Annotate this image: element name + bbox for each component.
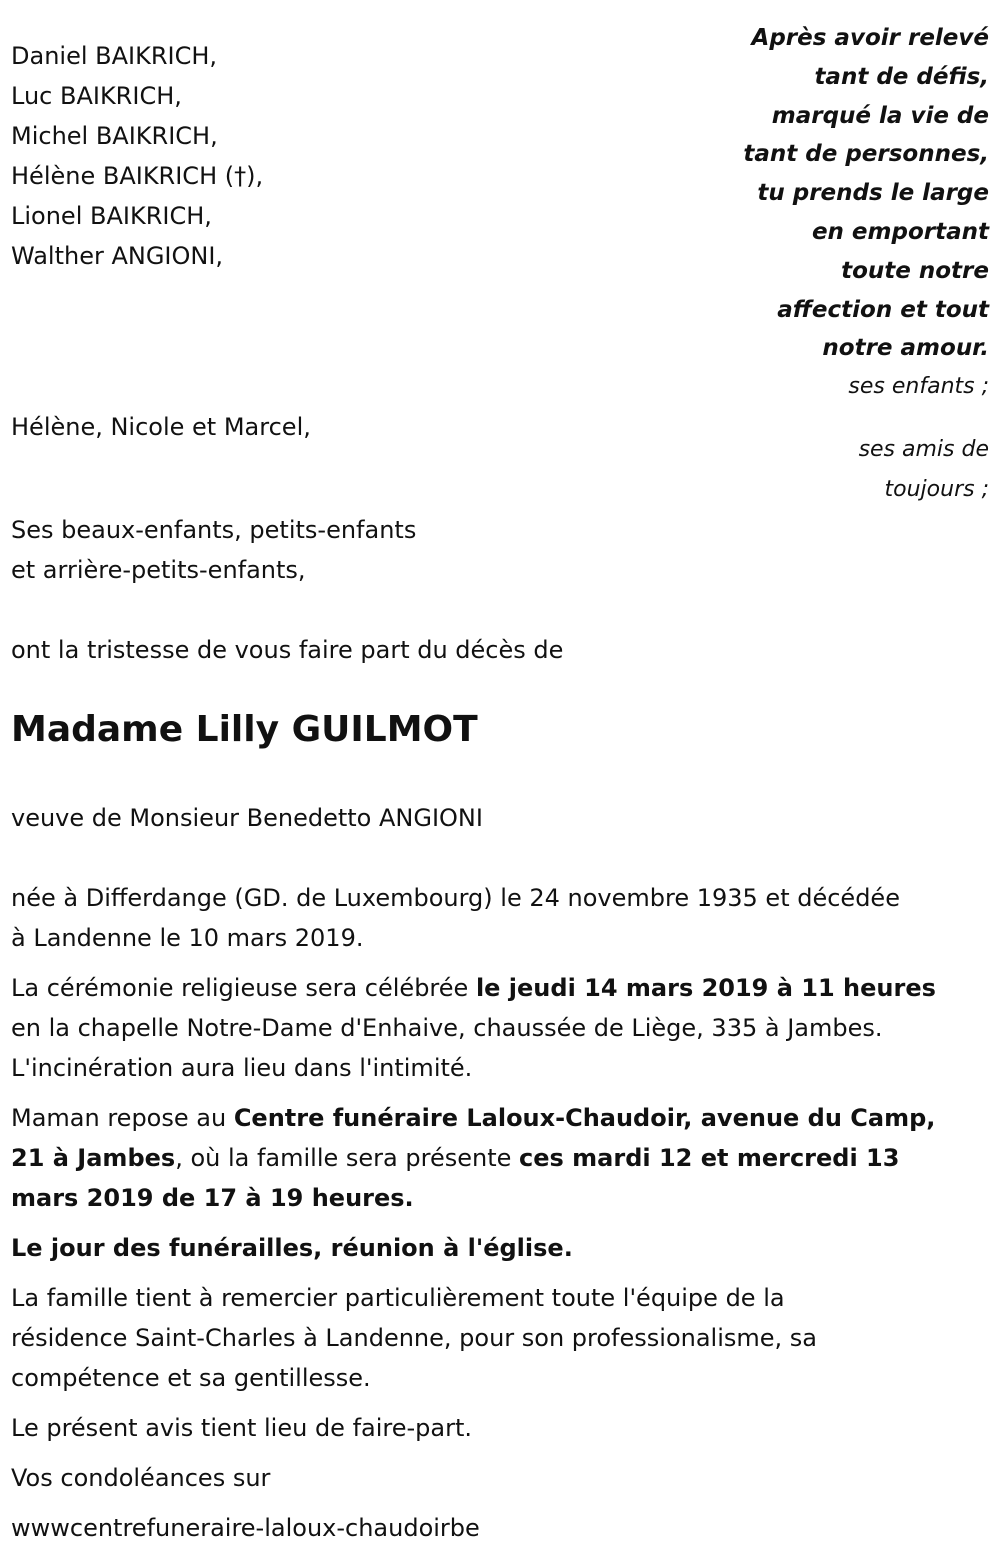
ceremony-info xyxy=(11,968,991,1088)
grandchildren xyxy=(11,510,416,590)
family-list xyxy=(11,36,263,276)
visiting-dates: mars 2019 de 17 à 19 heures. xyxy=(11,1184,414,1212)
family-member: Luc BAIKRICH, xyxy=(11,82,182,110)
website-text: wwwcentrefuneraire-laloux-chaudoirbe xyxy=(11,1514,480,1542)
deceased-name: Madame Lilly GUILMOT xyxy=(11,709,478,750)
poem-line: en emportant xyxy=(811,218,989,245)
notice xyxy=(11,1408,991,1448)
poem-line: affection et tout xyxy=(777,296,989,323)
rest-place: 21 à Jambes xyxy=(11,1144,176,1172)
meeting-text: Le jour des funérailles, réunion à l'église. xyxy=(11,1234,573,1262)
announcement-intro xyxy=(11,630,563,670)
website xyxy=(11,1508,991,1548)
poem-line: Après avoir relevé xyxy=(751,25,989,51)
grandchildren-line: Ses beaux-enfants, petits-enfants xyxy=(11,516,417,544)
details xyxy=(11,878,991,1558)
birth-death-line: à Landenne le 10 mars 2019. xyxy=(11,924,364,952)
birth-death xyxy=(11,878,991,958)
poem-line: marqué la vie de xyxy=(771,102,989,129)
other-names xyxy=(11,407,311,447)
signature-line: ses amis de xyxy=(858,437,989,462)
rest-text: , où la famille sera présente xyxy=(175,1144,520,1172)
poem xyxy=(659,19,989,368)
poem-line: tant de défis, xyxy=(814,63,989,90)
family-member: Michel BAIKRICH, xyxy=(11,122,218,150)
meeting-info xyxy=(11,1228,991,1268)
rest-text: Maman repose au xyxy=(11,1104,234,1132)
poem-signature-children xyxy=(848,367,989,407)
visiting-dates: ces mardi 12 et mercredi 13 xyxy=(519,1144,900,1172)
poem-line: tu prends le large xyxy=(757,180,989,207)
family-member: Lionel BAIKRICH, xyxy=(11,202,212,230)
poem-line: tant de personnes, xyxy=(743,141,989,168)
poem-line: toute notre xyxy=(841,257,989,284)
condolences xyxy=(11,1458,991,1498)
notice-text: Le présent avis tient lieu de faire-part. xyxy=(11,1414,473,1442)
thanks-line: résidence Saint-Charles à Landenne, pour son professionalisme, sa xyxy=(11,1324,818,1352)
condolences-text: Vos condoléances sur xyxy=(11,1464,271,1492)
thanks xyxy=(11,1278,991,1398)
ceremony-place: en la chapelle Notre-Dame d'Enhaive, chaussée de Liège, 335 à Jambes. xyxy=(11,1014,883,1042)
intro-line: ont la tristesse de vous faire part du décès de xyxy=(11,636,564,664)
signature-line: toujours ; xyxy=(884,477,989,502)
thanks-line: La famille tient à remercier particulièrement toute l'équipe de la xyxy=(11,1284,785,1312)
family-member: Daniel BAIKRICH, xyxy=(11,42,218,70)
grandchildren-line: et arrière-petits-enfants, xyxy=(11,556,306,584)
poem-line: notre amour. xyxy=(822,335,989,362)
ceremony-date: le jeudi 14 mars 2019 à 11 heures xyxy=(475,974,936,1002)
poem-signature-friends xyxy=(859,430,989,510)
signature-line: ses enfants ; xyxy=(848,374,989,399)
widow-of xyxy=(11,798,483,838)
family-member: Hélène BAIKRICH (†), xyxy=(11,162,264,190)
ceremony-text: La cérémonie religieuse sera célébrée xyxy=(11,974,476,1002)
other-names-line: Hélène, Nicole et Marcel, xyxy=(11,413,311,441)
birth-death-line: née à Differdange (GD. de Luxembourg) le 24 novembre 1935 et décédée xyxy=(11,884,900,912)
widow-line: veuve de Monsieur Benedetto ANGIONI xyxy=(11,804,483,832)
family-member: Walther ANGIONI, xyxy=(11,242,224,270)
thanks-line: compétence et sa gentillesse. xyxy=(11,1364,371,1392)
cremation-info: L'incinération aura lieu dans l'intimité. xyxy=(11,1054,473,1082)
rest-info xyxy=(11,1098,991,1218)
rest-place: Centre funéraire Laloux-Chaudoir, avenue du Camp, xyxy=(233,1104,936,1132)
